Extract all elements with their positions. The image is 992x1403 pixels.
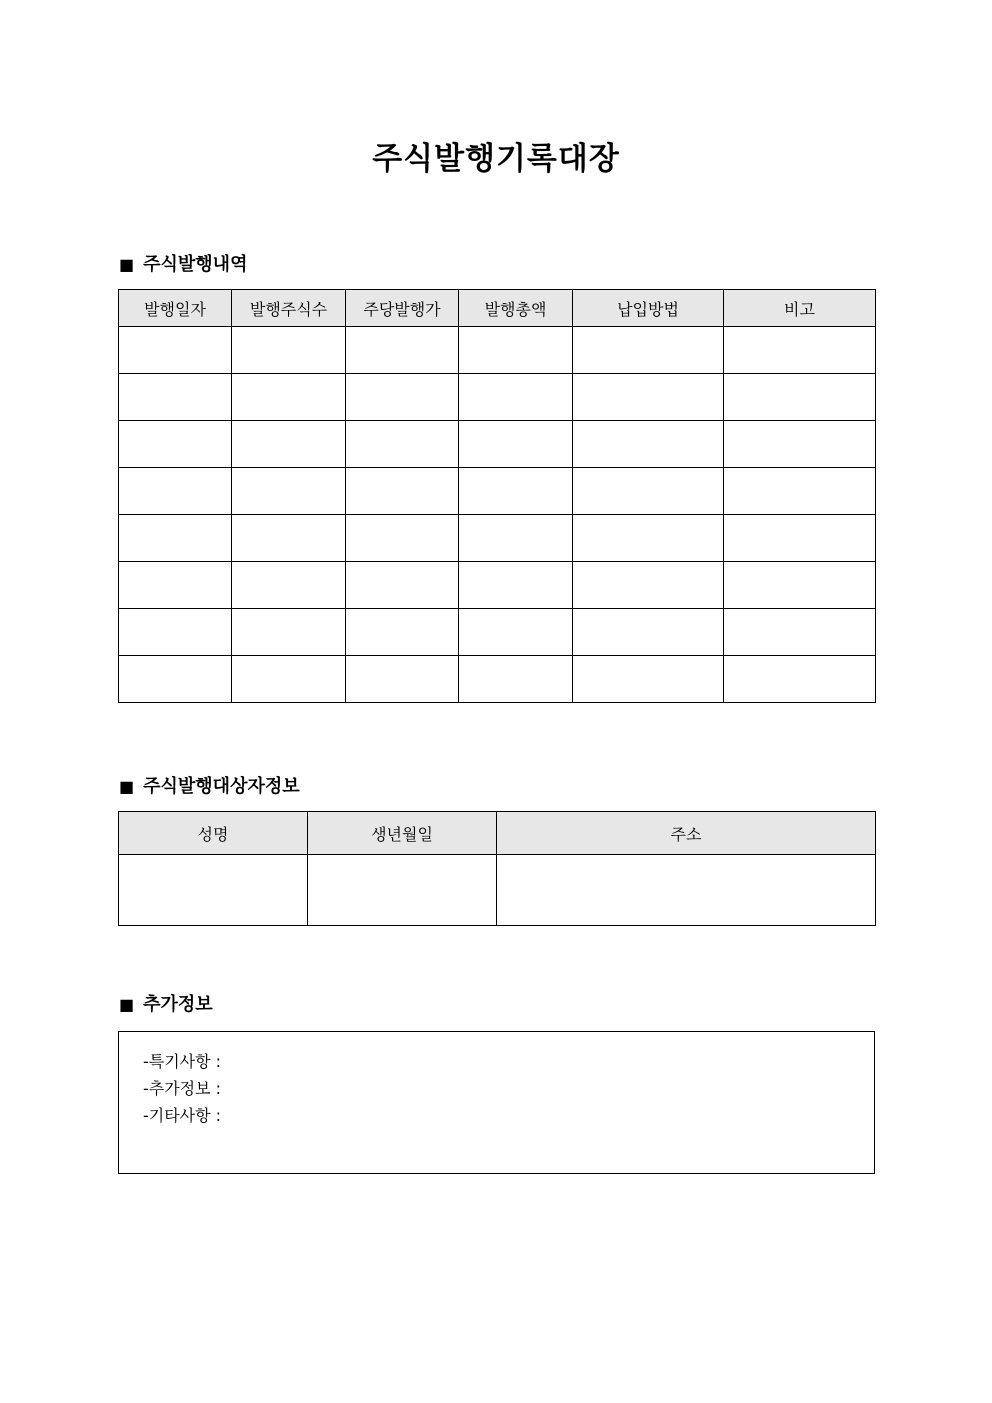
table-cell[interactable] <box>573 609 724 656</box>
table-cell[interactable] <box>232 468 346 515</box>
col-header-remarks: 비고 <box>724 290 876 327</box>
table-row <box>119 374 876 421</box>
col-header-payment-method: 납입방법 <box>573 290 724 327</box>
table-cell[interactable] <box>232 515 346 562</box>
table-cell[interactable] <box>232 656 346 703</box>
table-cell[interactable] <box>308 855 497 926</box>
table-row <box>119 609 876 656</box>
issuance-table <box>118 289 876 703</box>
table-cell[interactable] <box>573 468 724 515</box>
table-cell[interactable] <box>459 609 573 656</box>
table-cell[interactable] <box>459 374 573 421</box>
additional-info-box[interactable] <box>118 1031 875 1174</box>
table-cell[interactable] <box>724 327 876 374</box>
table-cell[interactable] <box>119 374 232 421</box>
table-cell[interactable] <box>573 374 724 421</box>
col-header-name: 성명 <box>119 812 308 855</box>
table-row <box>119 515 876 562</box>
col-header-price-per-share: 주당발행가 <box>346 290 459 327</box>
table-cell[interactable] <box>573 515 724 562</box>
table-cell[interactable] <box>119 656 232 703</box>
section-title: 주식발행대상자정보 <box>143 776 300 797</box>
page-title: 주식발행기록대장 <box>372 141 620 177</box>
table-cell[interactable] <box>346 656 459 703</box>
table-row <box>119 327 876 374</box>
bullet-square-icon: ■ <box>119 255 135 274</box>
table-cell[interactable] <box>573 327 724 374</box>
section-title: 추가정보 <box>143 994 213 1015</box>
table-cell[interactable] <box>232 374 346 421</box>
col-header-share-count: 발행주식수 <box>232 290 346 327</box>
table-cell[interactable] <box>459 562 573 609</box>
section-title: 주식발행내역 <box>143 254 248 275</box>
note-line-special: -특기사항 : <box>143 1052 222 1071</box>
table-cell[interactable] <box>346 327 459 374</box>
table-cell[interactable] <box>346 609 459 656</box>
col-header-total-amount: 발행총액 <box>459 290 573 327</box>
table-cell[interactable] <box>724 656 876 703</box>
recipient-table <box>118 811 876 926</box>
table-cell[interactable] <box>459 515 573 562</box>
table-cell[interactable] <box>119 327 232 374</box>
table-cell[interactable] <box>573 421 724 468</box>
section-heading-issuance <box>119 253 247 277</box>
table-cell[interactable] <box>724 562 876 609</box>
table-cell[interactable] <box>724 374 876 421</box>
table-cell[interactable] <box>119 468 232 515</box>
table-cell[interactable] <box>346 421 459 468</box>
table-cell[interactable] <box>573 562 724 609</box>
table-cell[interactable] <box>346 374 459 421</box>
table-cell[interactable] <box>346 468 459 515</box>
table-cell[interactable] <box>497 855 876 926</box>
table-row <box>119 468 876 515</box>
col-header-issue-date: 발행일자 <box>119 290 232 327</box>
table-row <box>119 656 876 703</box>
note-line-additional: -추가정보 : <box>143 1079 222 1098</box>
table-header-row <box>119 290 876 327</box>
section-heading-additional <box>119 993 213 1017</box>
table-cell[interactable] <box>119 421 232 468</box>
table-cell[interactable] <box>724 421 876 468</box>
table-cell[interactable] <box>232 562 346 609</box>
col-header-address: 주소 <box>497 812 876 855</box>
table-header-row <box>119 812 876 855</box>
table-cell[interactable] <box>459 327 573 374</box>
table-cell[interactable] <box>346 515 459 562</box>
bullet-square-icon: ■ <box>119 777 135 796</box>
table-cell[interactable] <box>119 562 232 609</box>
table-cell[interactable] <box>119 515 232 562</box>
table-cell[interactable] <box>346 562 459 609</box>
table-row <box>119 562 876 609</box>
table-cell[interactable] <box>232 327 346 374</box>
table-cell[interactable] <box>119 855 308 926</box>
table-cell[interactable] <box>119 609 232 656</box>
table-row <box>119 855 876 926</box>
note-line-other: -기타사항 : <box>143 1106 222 1125</box>
table-cell[interactable] <box>232 421 346 468</box>
bullet-square-icon: ■ <box>119 995 135 1014</box>
table-cell[interactable] <box>724 468 876 515</box>
table-cell[interactable] <box>724 609 876 656</box>
table-cell[interactable] <box>459 468 573 515</box>
table-cell[interactable] <box>724 515 876 562</box>
table-cell[interactable] <box>232 609 346 656</box>
table-row <box>119 421 876 468</box>
section-heading-recipient <box>119 775 300 799</box>
col-header-birthdate: 생년월일 <box>308 812 497 855</box>
table-cell[interactable] <box>459 656 573 703</box>
table-cell[interactable] <box>459 421 573 468</box>
table-cell[interactable] <box>573 656 724 703</box>
